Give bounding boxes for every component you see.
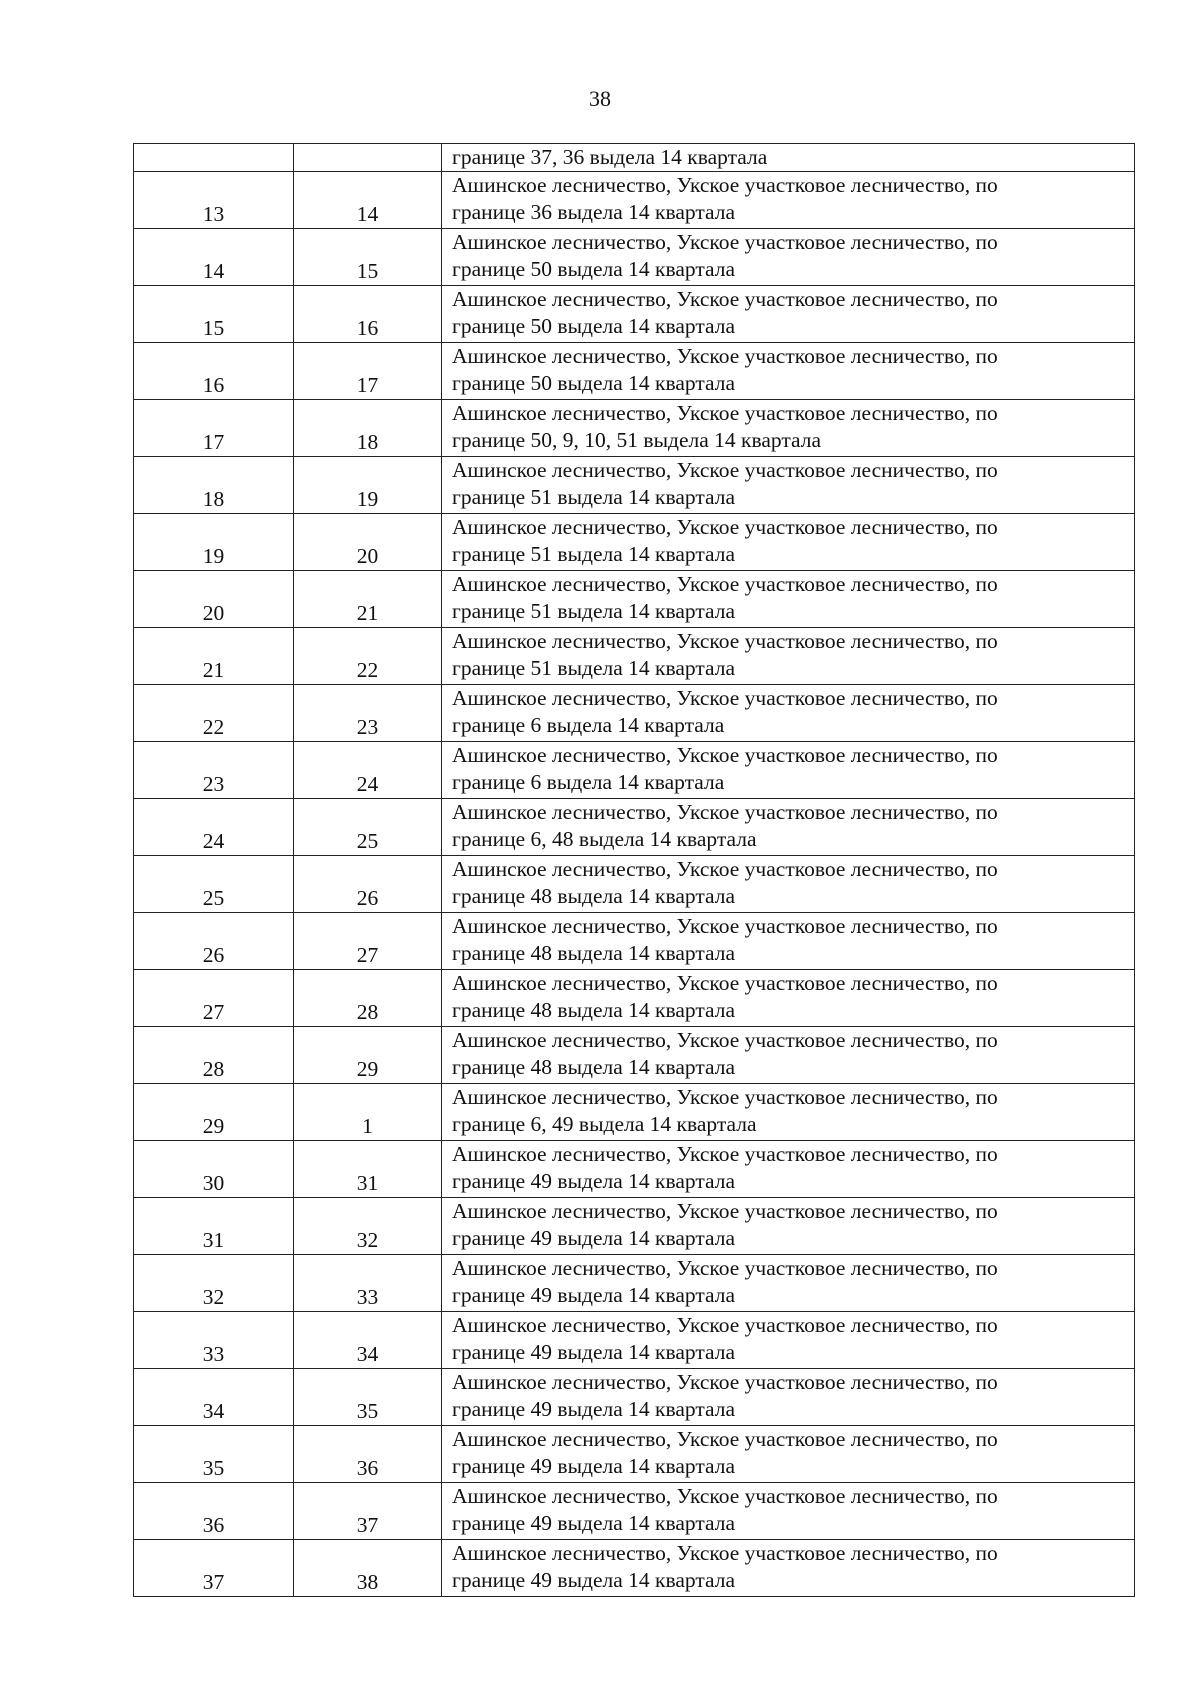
description-line-2: границе 6, 48 выдела 14 квартала — [452, 827, 757, 851]
description-line-2: границе 36 выдела 14 квартала — [452, 200, 736, 224]
description-line-2: границе 6 выдела 14 квартала — [452, 713, 725, 737]
point-to: 14 — [294, 172, 442, 229]
table-row — [134, 286, 1135, 343]
table-row — [134, 457, 1135, 514]
boundary-description — [442, 1255, 1135, 1312]
description-line-2: границе 49 выдела 14 квартала — [452, 1169, 736, 1193]
point-to: 38 — [294, 1540, 442, 1597]
description-line-2: границе 50 выдела 14 квартала — [452, 257, 736, 281]
description-line-1: Ашинское лесничество, Укское участковое лесничество, по — [452, 971, 998, 995]
table-row — [134, 343, 1135, 400]
point-to: 15 — [294, 229, 442, 286]
boundary-description — [442, 286, 1135, 343]
boundary-description — [442, 144, 1135, 172]
boundary-description — [442, 343, 1135, 400]
point-from: 17 — [134, 400, 294, 457]
description-line-2: границе 51 выдела 14 квартала — [452, 656, 736, 680]
table-row — [134, 1426, 1135, 1483]
table-row — [134, 1084, 1135, 1141]
description-line-2: границе 48 выдела 14 квартала — [452, 941, 736, 965]
description-line-2: границе 49 выдела 14 квартала — [452, 1397, 736, 1421]
boundary-description — [442, 1084, 1135, 1141]
boundary-description — [442, 1198, 1135, 1255]
point-from: 23 — [134, 742, 294, 799]
table-row — [134, 685, 1135, 742]
point-to: 22 — [294, 628, 442, 685]
boundary-table — [133, 143, 1135, 1597]
description-line-2: границе 51 выдела 14 квартала — [452, 542, 736, 566]
table-row — [134, 1312, 1135, 1369]
point-from: 15 — [134, 286, 294, 343]
point-from: 28 — [134, 1027, 294, 1084]
boundary-description — [442, 913, 1135, 970]
table-row — [134, 913, 1135, 970]
boundary-description — [442, 1312, 1135, 1369]
point-to: 23 — [294, 685, 442, 742]
description-line-1: Ашинское лесничество, Укское участковое лесничество, по — [452, 1199, 998, 1223]
description-line-1: Ашинское лесничество, Укское участковое лесничество, по — [452, 458, 998, 482]
boundary-description — [442, 457, 1135, 514]
table-row — [134, 1483, 1135, 1540]
table-row — [134, 1027, 1135, 1084]
point-to: 36 — [294, 1426, 442, 1483]
point-to: 37 — [294, 1483, 442, 1540]
boundary-description — [442, 856, 1135, 913]
table-row — [134, 172, 1135, 229]
point-from: 30 — [134, 1141, 294, 1198]
description-line-1: Ашинское лесничество, Укское участковое лесничество, по — [452, 800, 998, 824]
description-line-1: Ашинское лесничество, Укское участковое лесничество, по — [452, 1484, 998, 1508]
description-line-1: Ашинское лесничество, Укское участковое лесничество, по — [452, 857, 998, 881]
description-line-2: границе 49 выдела 14 квартала — [452, 1568, 736, 1592]
table-row — [134, 742, 1135, 799]
description-line-1: Ашинское лесничество, Укское участковое лесничество, по — [452, 173, 998, 197]
description-line-2: границе 37, 36 выдела 14 квартала — [452, 145, 768, 169]
description-line-1: Ашинское лесничество, Укское участковое лесничество, по — [452, 1142, 998, 1166]
point-from: 26 — [134, 913, 294, 970]
point-from: 32 — [134, 1255, 294, 1312]
table-row — [134, 1141, 1135, 1198]
description-line-1: Ашинское лесничество, Укское участковое лесничество, по — [452, 1427, 998, 1451]
description-line-1: Ашинское лесничество, Укское участковое лесничество, по — [452, 344, 998, 368]
description-line-1: Ашинское лесничество, Укское участковое лесничество, по — [452, 1541, 998, 1565]
description-line-2: границе 50 выдела 14 квартала — [452, 314, 736, 338]
table-body — [134, 144, 1135, 1597]
description-line-2: границе 49 выдела 14 квартала — [452, 1454, 736, 1478]
description-line-1: Ашинское лесничество, Укское участковое лесничество, по — [452, 1028, 998, 1052]
table-row — [134, 799, 1135, 856]
boundary-description — [442, 1027, 1135, 1084]
point-to: 25 — [294, 799, 442, 856]
boundary-description — [442, 799, 1135, 856]
boundary-description — [442, 172, 1135, 229]
point-from — [134, 144, 294, 172]
point-to: 31 — [294, 1141, 442, 1198]
boundary-description — [442, 1483, 1135, 1540]
table-row — [134, 1255, 1135, 1312]
point-to — [294, 144, 442, 172]
table-row — [134, 1198, 1135, 1255]
page-number: 38 — [589, 86, 611, 111]
boundary-description — [442, 1369, 1135, 1426]
description-line-2: границе 49 выдела 14 квартала — [452, 1226, 736, 1250]
point-to: 35 — [294, 1369, 442, 1426]
boundary-description — [442, 1141, 1135, 1198]
description-line-1: Ашинское лесничество, Укское участковое лесничество, по — [452, 287, 998, 311]
point-from: 34 — [134, 1369, 294, 1426]
table-row — [134, 571, 1135, 628]
table-row — [134, 514, 1135, 571]
point-from: 22 — [134, 685, 294, 742]
point-from: 35 — [134, 1426, 294, 1483]
point-to: 32 — [294, 1198, 442, 1255]
point-to: 27 — [294, 913, 442, 970]
point-from: 29 — [134, 1084, 294, 1141]
point-from: 20 — [134, 571, 294, 628]
point-from: 18 — [134, 457, 294, 514]
table-row — [134, 628, 1135, 685]
description-line-1: Ашинское лесничество, Укское участковое лесничество, по — [452, 1370, 998, 1394]
point-to: 29 — [294, 1027, 442, 1084]
point-from: 36 — [134, 1483, 294, 1540]
description-line-1: Ашинское лесничество, Укское участковое лесничество, по — [452, 1313, 998, 1337]
description-line-1: Ашинское лесничество, Укское участковое лесничество, по — [452, 1085, 998, 1109]
description-line-2: границе 50, 9, 10, 51 выдела 14 квартала — [452, 428, 822, 452]
point-to: 21 — [294, 571, 442, 628]
description-line-2: границе 48 выдела 14 квартала — [452, 998, 736, 1022]
point-from: 25 — [134, 856, 294, 913]
description-line-1: Ашинское лесничество, Укское участковое лесничество, по — [452, 515, 998, 539]
description-line-2: границе 6 выдела 14 квартала — [452, 770, 725, 794]
boundary-description — [442, 685, 1135, 742]
description-line-2: границе 51 выдела 14 квартала — [452, 599, 736, 623]
table-row — [134, 1540, 1135, 1597]
point-to: 28 — [294, 970, 442, 1027]
table-row — [134, 144, 1135, 172]
description-line-1: Ашинское лесничество, Укское участковое лесничество, по — [452, 572, 998, 596]
point-from: 13 — [134, 172, 294, 229]
description-line-2: границе 50 выдела 14 квартала — [452, 371, 736, 395]
point-from: 33 — [134, 1312, 294, 1369]
description-line-1: Ашинское лесничество, Укское участковое лесничество, по — [452, 230, 998, 254]
point-to: 18 — [294, 400, 442, 457]
point-to: 33 — [294, 1255, 442, 1312]
point-to: 26 — [294, 856, 442, 913]
point-from: 37 — [134, 1540, 294, 1597]
boundary-description — [442, 400, 1135, 457]
description-line-2: границе 48 выдела 14 квартала — [452, 884, 736, 908]
boundary-description — [442, 571, 1135, 628]
description-line-1: Ашинское лесничество, Укское участковое лесничество, по — [452, 1256, 998, 1280]
boundary-description — [442, 628, 1135, 685]
table-row — [134, 1369, 1135, 1426]
description-line-2: границе 49 выдела 14 квартала — [452, 1340, 736, 1364]
point-from: 27 — [134, 970, 294, 1027]
table-row — [134, 229, 1135, 286]
point-to: 16 — [294, 286, 442, 343]
point-to: 20 — [294, 514, 442, 571]
point-from: 19 — [134, 514, 294, 571]
table-row — [134, 400, 1135, 457]
point-to: 1 — [294, 1084, 442, 1141]
point-to: 17 — [294, 343, 442, 400]
point-to: 24 — [294, 742, 442, 799]
point-from: 24 — [134, 799, 294, 856]
point-to: 19 — [294, 457, 442, 514]
table-row — [134, 970, 1135, 1027]
description-line-2: границе 51 выдела 14 квартала — [452, 485, 736, 509]
boundary-description — [442, 1540, 1135, 1597]
point-from: 21 — [134, 628, 294, 685]
description-line-2: границе 49 выдела 14 квартала — [452, 1511, 736, 1535]
point-from: 14 — [134, 229, 294, 286]
description-line-2: границе 48 выдела 14 квартала — [452, 1055, 736, 1079]
point-from: 16 — [134, 343, 294, 400]
boundary-description — [442, 970, 1135, 1027]
boundary-description — [442, 514, 1135, 571]
description-line-2: границе 49 выдела 14 квартала — [452, 1283, 736, 1307]
point-from: 31 — [134, 1198, 294, 1255]
boundary-description — [442, 1426, 1135, 1483]
description-line-1: Ашинское лесничество, Укское участковое лесничество, по — [452, 629, 998, 653]
description-line-1: Ашинское лесничество, Укское участковое лесничество, по — [452, 401, 998, 425]
description-line-2: границе 6, 49 выдела 14 квартала — [452, 1112, 757, 1136]
description-line-1: Ашинское лесничество, Укское участковое лесничество, по — [452, 743, 998, 767]
table-row — [134, 856, 1135, 913]
point-to: 34 — [294, 1312, 442, 1369]
description-line-1: Ашинское лесничество, Укское участковое лесничество, по — [452, 686, 998, 710]
boundary-description — [442, 229, 1135, 286]
description-line-1: Ашинское лесничество, Укское участковое лесничество, по — [452, 914, 998, 938]
boundary-description — [442, 742, 1135, 799]
